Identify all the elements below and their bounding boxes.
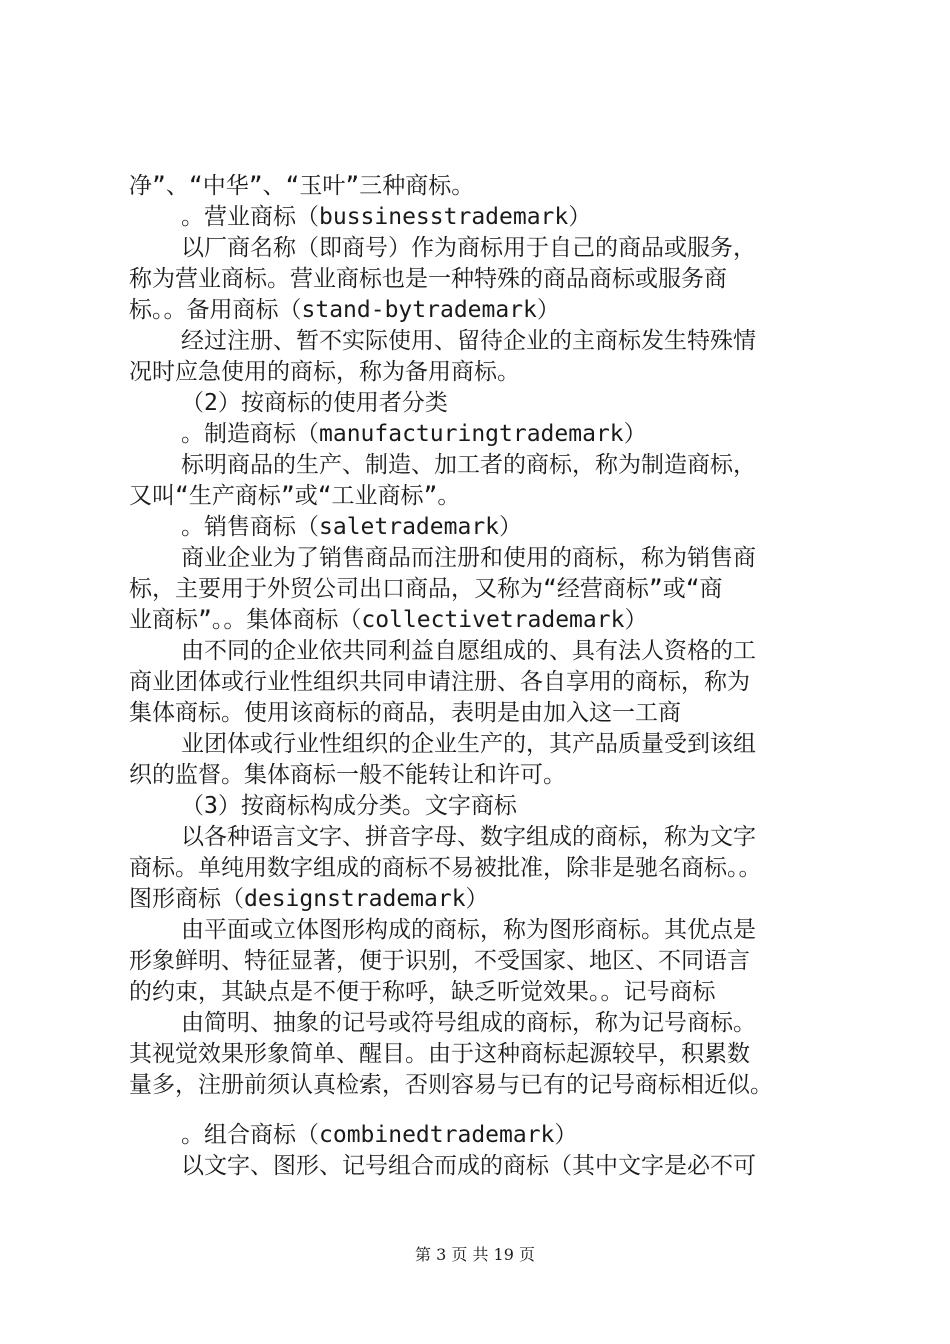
text-line: 集体商标。使用该商标的商品，表明是由加入这一工商 — [129, 700, 681, 726]
text-line: 又叫“生产商标”或“工业商标”。 — [129, 483, 461, 509]
text-line: 业商标”。。集体商标（collectivetrademark） — [129, 607, 648, 633]
text-line: 业团体或行业性组织的企业生产的，其产品质量受到该组 — [181, 731, 756, 757]
text-line: 商标。单纯用数字组成的商标不易被批准，除非是驰名商标。。 — [129, 855, 762, 881]
text-line: （3）按商标构成分类。文字商标 — [181, 793, 517, 819]
text-line: 以文字、图形、记号组合而成的商标（其中文字是必不可 — [181, 1153, 756, 1179]
text-line: 图形商标（designstrademark） — [129, 886, 489, 912]
text-line: 由平面或立体图形构成的商标，称为图形商标。其优点是 — [181, 917, 756, 943]
text-line: 标。。备用商标（stand-bytrademark） — [129, 297, 560, 323]
text-line: 标，主要用于外贸公司出口商品，又称为“经营商标”或“商 — [129, 576, 723, 602]
text-line: 。营业商标（bussinesstrademark） — [181, 204, 592, 230]
text-line: 。制造商标（manufacturingtrademark） — [181, 421, 647, 447]
text-line: 净”、“中华”、“玉叶”三种商标。 — [129, 173, 475, 199]
text-line: 经过注册、暂不实际使用、留待企业的主商标发生特殊情 — [181, 328, 756, 354]
text-line: 以厂商名称（即商号）作为商标用于自己的商品或服务， — [181, 235, 756, 261]
text-line: 。销售商标（saletrademark） — [181, 514, 523, 540]
text-line: 其视觉效果形象简单、醒目。由于这种商标起源较早，积累数 — [129, 1041, 750, 1067]
text-line: 的约束，其缺点是不便于称呼，缺乏听觉效果。。记号商标 — [129, 979, 716, 1005]
text-line: （2）按商标的使用者分类 — [181, 390, 448, 416]
text-line: 织的监督。集体商标一般不能转让和许可。 — [129, 762, 566, 788]
text-line: 。组合商标（combinedtrademark） — [181, 1122, 578, 1148]
text-line: 由不同的企业依共同利益自愿组成的、具有法人资格的工 — [181, 638, 756, 664]
page-number-footer: 第 3 页 共 19 页 — [415, 1245, 535, 1264]
text-line: 标明商品的生产、制造、加工者的商标，称为制造商标， — [181, 452, 756, 478]
text-line: 形象鲜明、特征显著，便于识别，不受国家、地区、不同语言 — [129, 948, 750, 974]
text-line: 量多，注册前须认真检索，否则容易与已有的记号商标相近似。 — [129, 1072, 773, 1098]
text-line: 由简明、抽象的记号或符号组成的商标，称为记号商标。 — [181, 1010, 756, 1036]
text-line: 商业团体或行业性组织共同申请注册、各自享用的商标，称为 — [129, 669, 750, 695]
text-line: 况时应急使用的商标，称为备用商标。 — [129, 359, 520, 385]
text-line: 以各种语言文字、拼音字母、数字组成的商标，称为文字 — [181, 824, 756, 850]
text-line: 商业企业为了销售商品而注册和使用的商标，称为销售商 — [181, 545, 756, 571]
text-line: 称为营业商标。营业商标也是一种特殊的商品商标或服务商 — [129, 266, 727, 292]
